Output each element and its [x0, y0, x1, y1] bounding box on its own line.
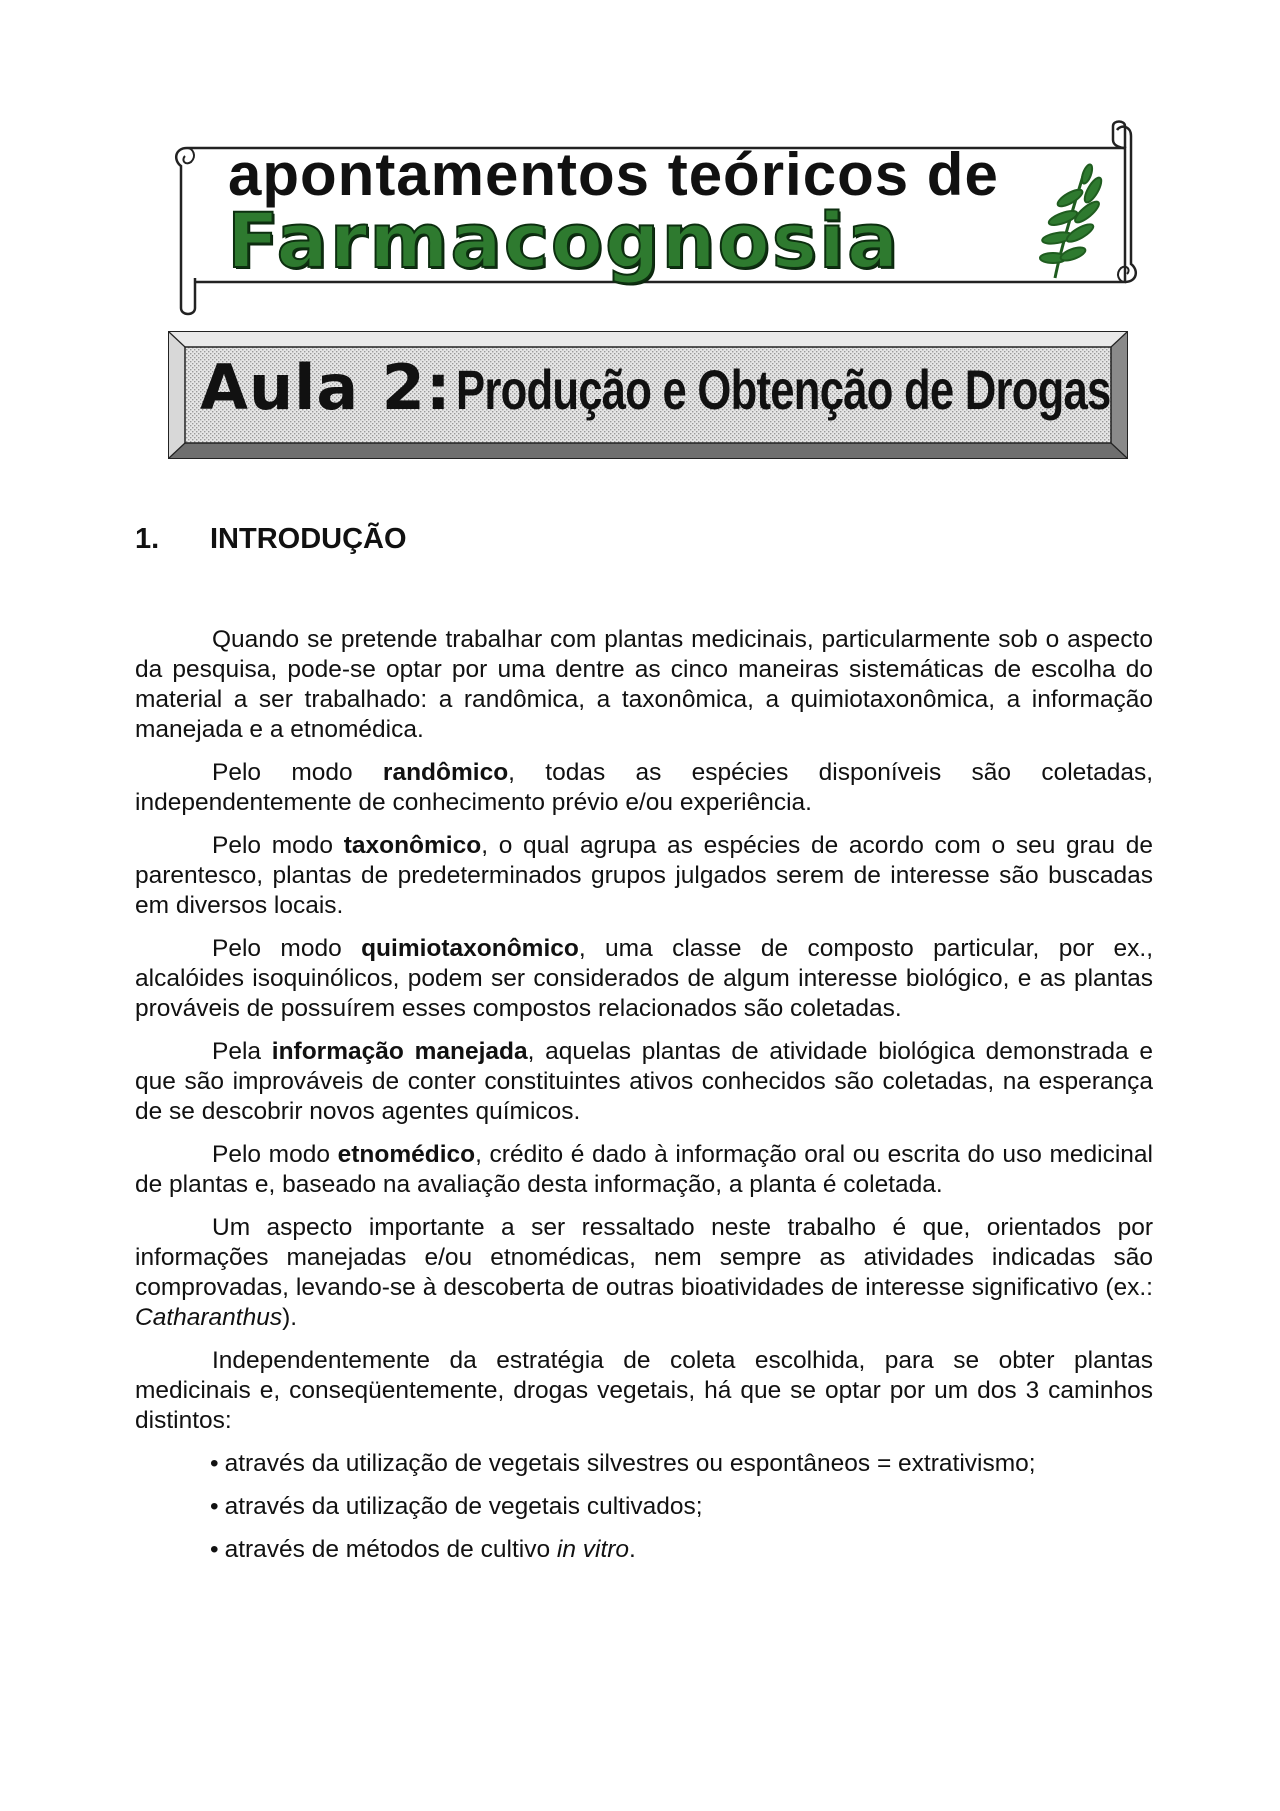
bullet-icon: • — [210, 1450, 219, 1477]
paragraph: Pela informação manejada, aquelas plantas de atividade biológica demonstrada e que são improváveis de conter constituintes ativos conhecidos são coletadas, na esperança de se descobrir novos agentes químicos. — [135, 1038, 1154, 1125]
paragraph: Pelo modo randômico, todas as espécies disponíveis são coletadas, independentemente de conhecimento prévio e/ou experiência. — [135, 759, 1154, 816]
paragraph: Pelo modo taxonômico, o qual agrupa as espécies de acordo com o seu grau de parentesco, plantas de predeterminados grupos julgados serem de interesse são buscadas em diversos locais. — [135, 832, 1153, 919]
list-item: • através da utilização de vegetais cultivados; — [210, 1493, 703, 1520]
lesson-number: Aula 2: — [200, 351, 452, 424]
bullet-icon: • — [210, 1536, 219, 1563]
section-number: 1. — [135, 523, 160, 555]
bullet-icon: • — [210, 1493, 219, 1520]
section-title: INTRODUÇÃO — [210, 523, 407, 555]
list-item: • através de métodos de cultivo in vitro. — [210, 1536, 636, 1563]
banner-title: Farmacognosia — [227, 196, 901, 285]
lesson-title-box — [168, 331, 1128, 459]
paragraph: Pelo modo quimiotaxonômico, uma classe de composto particular, por ex., alcalóides isoquinólicos, podem ser considerados de algum interesse biológico, e as plantas prováveis de possuírem esses compostos relacionados são coletadas. — [135, 935, 1153, 1022]
lesson-title: Produção e Obtenção de Drogas — [456, 358, 1111, 421]
list-item: • através da utilização de vegetais silvestres ou espontâneos = extrativismo; — [210, 1450, 1036, 1477]
banner-subtitle: apontamentos teóricos de — [228, 141, 999, 208]
body-text — [135, 625, 1153, 1578]
lesson-heading — [200, 351, 1280, 424]
paragraph: Quando se pretende trabalhar com plantas medicinais, particularmente sob o aspecto da pesquisa, pode-se optar por uma dentre as cinco maneiras sistemáticas de escolha do material a ser trabalhado: a randômica, a taxonômica, a quimiotaxonômica, a informação manejada e a etnomédica. — [135, 626, 1153, 743]
title-scroll-banner — [165, 118, 1145, 318]
paragraph: Pelo modo etnomédico, crédito é dado à informação oral ou escrita do uso medicinal de plantas e, baseado na avaliação desta informação, a planta é coletada. — [135, 1141, 1153, 1198]
paragraph: Um aspecto importante a ser ressaltado neste trabalho é que, orientados por informações manejadas e/ou etnomédicas, nem sempre as atividades indicadas são comprovadas, levando-se à descoberta de outras bioatividades de interesse significativo (ex.: Catharanthus). — [135, 1214, 1153, 1331]
section-heading — [135, 523, 407, 556]
paragraph: Independentemente da estratégia de coleta escolhida, para se obter plantas medicinais e, conseqüentemente, drogas vegetais, há que se optar por um dos 3 caminhos distintos: — [135, 1347, 1153, 1434]
bullet-list — [135, 1449, 1153, 1565]
